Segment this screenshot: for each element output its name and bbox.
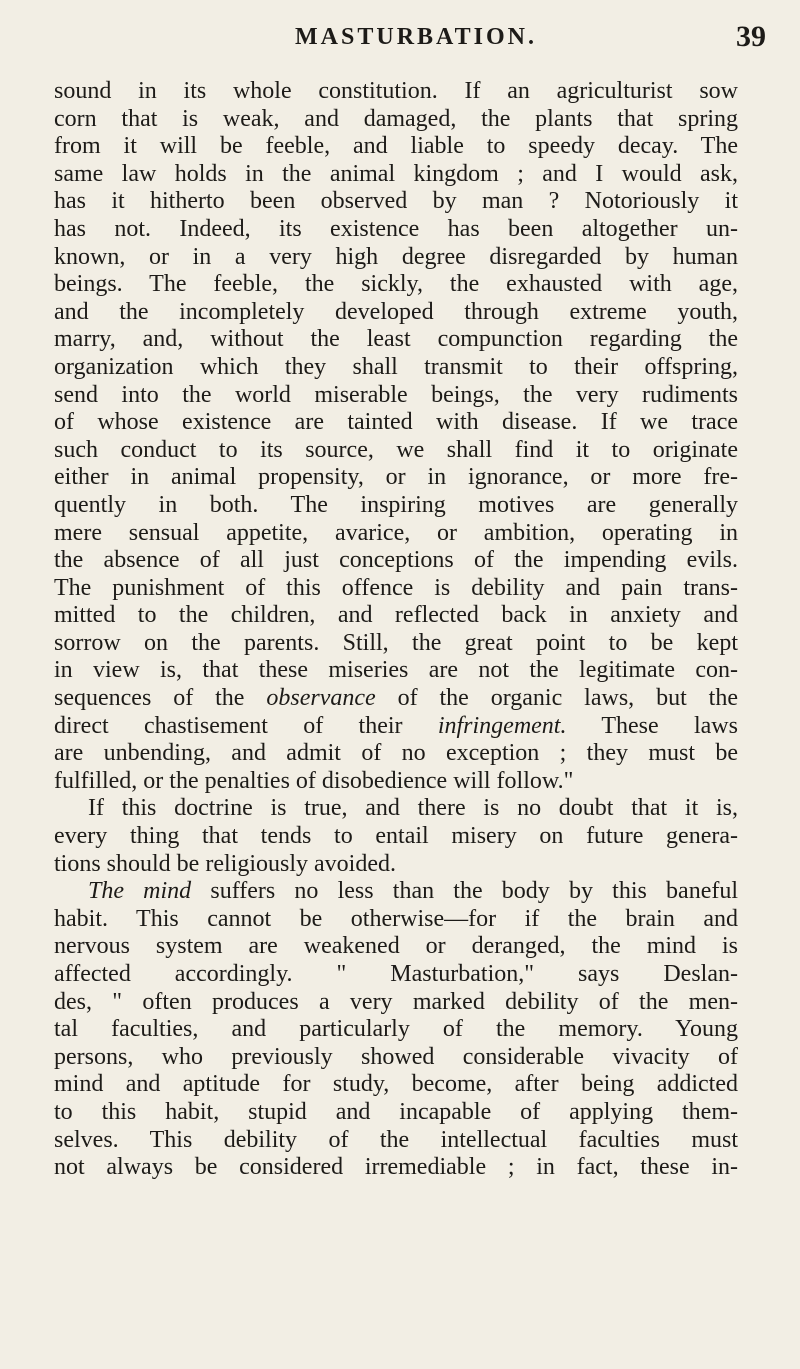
text-segment: fulfilled, or the penalties of disobedience will follow." — [54, 767, 574, 794]
text-segment: suffers no less than the body by this baneful — [191, 878, 739, 905]
text-segment: from it will be feeble, and liable to speedy decay. The — [54, 133, 738, 160]
text-segment: mind and aptitude for study, become, after being addicted — [54, 1071, 738, 1098]
running-title: MASTURBATION. — [295, 24, 537, 50]
text-line — [54, 299, 738, 327]
text-line — [54, 740, 738, 768]
text-line — [54, 1127, 738, 1155]
text-segment: not always be considered irremediable ; in fact, these in- — [54, 1154, 738, 1181]
text-segment: If this doctrine is true, and there is no doubt that it is, — [88, 795, 738, 822]
text-segment: affected accordingly. " Masturbation," says Deslan- — [54, 961, 738, 987]
text-line — [54, 133, 738, 161]
text-segment: tal faculties, and particularly of the memory. Young — [54, 1016, 738, 1043]
text-segment: marry, and, without the least compunction regarding the — [54, 326, 738, 353]
running-head — [56, 20, 776, 56]
text-segment: and the incompletely developed through extreme youth, — [54, 298, 738, 325]
text-segment: tions should be religiously avoided. — [54, 850, 396, 877]
text-line — [54, 1071, 738, 1099]
text-line — [54, 188, 738, 216]
text-line — [54, 989, 738, 1017]
text-segment: nervous system are weakened or deranged, the mind is — [54, 933, 738, 960]
text-segment: organization which they shall transmit to their offspring, — [54, 353, 738, 380]
text-segment: has not. Indeed, its existence has been altogether un- — [54, 215, 738, 242]
text-line — [54, 961, 738, 989]
italic-text: observance — [266, 685, 376, 712]
text-segment: are unbending, and admit of no exception ; they must be — [54, 740, 738, 767]
text-line — [54, 409, 738, 437]
text-line — [54, 713, 738, 741]
text-segment: same law holds in the animal kingdom ; and I would ask, — [54, 160, 738, 187]
text-segment: sequences of the — [54, 685, 267, 712]
text-line — [54, 382, 738, 410]
text-line — [54, 244, 738, 272]
text-segment: These laws — [566, 712, 738, 739]
text-line — [54, 933, 738, 961]
text-segment: des, " often produces a very marked debility of the men- — [54, 988, 738, 1015]
text-line — [54, 437, 738, 465]
text-line — [54, 657, 738, 685]
text-line — [54, 906, 738, 934]
text-line — [54, 1044, 738, 1072]
text-line — [54, 575, 738, 603]
text-line — [54, 685, 738, 713]
text-segment: to this habit, stupid and incapable of applying them- — [54, 1098, 738, 1125]
text-line — [54, 492, 738, 520]
text-line — [54, 1016, 738, 1044]
text-line — [54, 216, 738, 244]
text-segment: of whose existence are tainted with disease. If we trace — [54, 409, 738, 436]
page-number: 39 — [736, 20, 766, 53]
text-segment: quently in both. The inspiring motives are generally — [54, 491, 738, 518]
text-segment: of the organic laws, but the — [375, 685, 738, 712]
text-line — [54, 768, 738, 796]
text-segment: mitted to the children, and reflected back in anxiety and — [54, 602, 738, 629]
text-segment: sorrow on the parents. Still, the great point to be kept — [54, 629, 738, 656]
text-line — [54, 823, 738, 851]
text-segment: has it hitherto been observed by man ? Notoriously it — [54, 188, 738, 215]
text-line — [54, 161, 738, 189]
text-segment: corn that is weak, and damaged, the plants that spring — [54, 105, 738, 132]
text-segment: such conduct to its source, we shall find it to originate — [54, 436, 738, 463]
text-line — [54, 851, 738, 879]
text-line — [54, 520, 738, 548]
text-segment: beings. The feeble, the sickly, the exhausted with age, — [54, 271, 738, 298]
text-line — [54, 271, 738, 299]
text-line — [54, 547, 738, 575]
italic-text: infringement. — [437, 712, 567, 739]
text-segment: selves. This debility of the intellectual faculties must — [54, 1126, 738, 1153]
text-segment: mere sensual appetite, avarice, or ambition, operating in — [54, 519, 738, 546]
text-line — [54, 795, 738, 823]
text-segment: sound in its whole constitution. If an agriculturist sow — [54, 78, 738, 104]
text-segment: habit. This cannot be otherwise—for if the brain and — [54, 905, 738, 932]
text-line — [54, 78, 738, 106]
text-line — [54, 1099, 738, 1127]
text-segment: send into the world miserable beings, the very rudiments — [54, 381, 738, 408]
text-segment: either in animal propensity, or in ignorance, or more fre- — [54, 464, 738, 491]
text-line — [54, 878, 738, 906]
text-line — [54, 354, 738, 382]
text-segment: persons, who previously showed considerable vivacity of — [54, 1043, 738, 1070]
text-line — [54, 106, 738, 134]
text-segment: direct chastisement of their — [54, 712, 438, 739]
text-line — [54, 1154, 738, 1182]
text-segment: the absence of all just conceptions of the impending evils. — [54, 547, 738, 574]
body-text — [54, 78, 738, 1182]
italic-text: The mind — [88, 878, 192, 905]
text-line — [54, 602, 738, 630]
text-segment: known, or in a very high degree disregarded by human — [54, 243, 738, 270]
text-segment: The punishment of this offence is debility and pain trans- — [54, 574, 738, 601]
text-segment: every thing that tends to entail misery on future genera- — [54, 823, 738, 850]
text-line — [54, 630, 738, 658]
text-line — [54, 464, 738, 492]
text-line — [54, 326, 738, 354]
text-segment: in view is, that these miseries are not the legitimate con- — [54, 657, 738, 684]
